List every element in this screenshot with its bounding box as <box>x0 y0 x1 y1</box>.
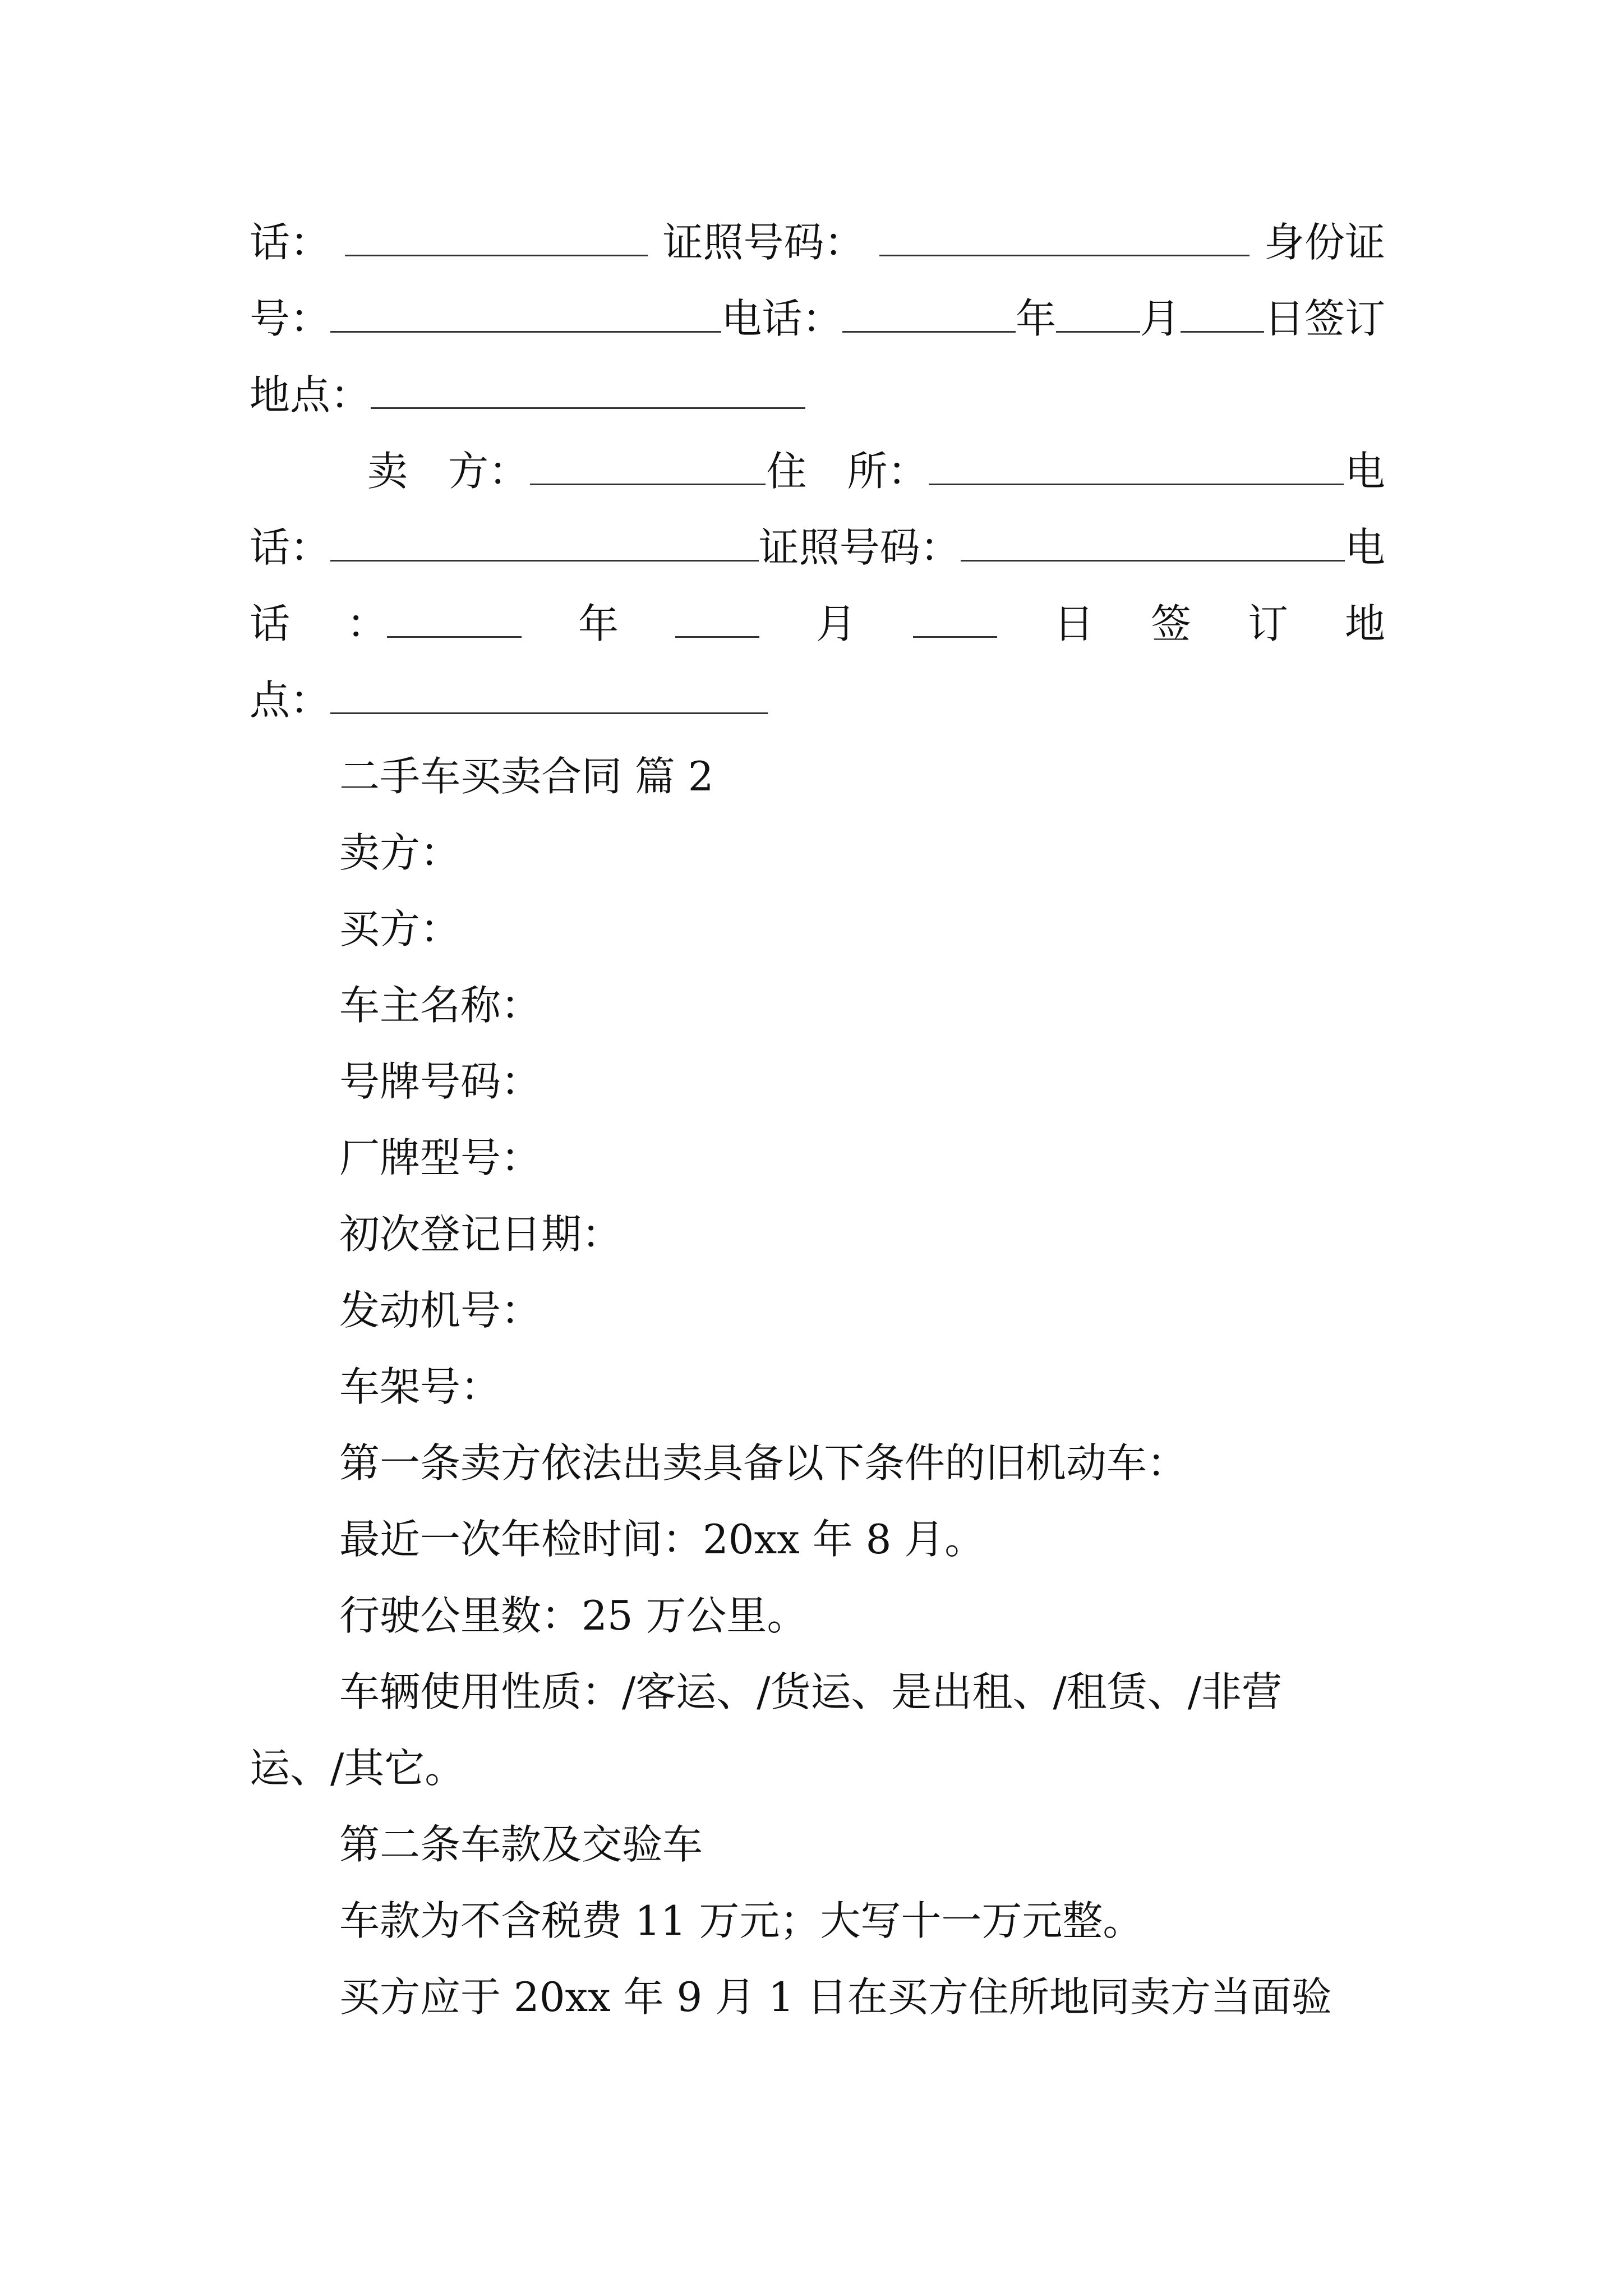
year-label: 年 <box>578 600 619 647</box>
party-block-1-line-1 <box>250 211 1385 273</box>
party-block-1-line-2 <box>250 288 1385 349</box>
day-label: 日 <box>1053 600 1094 647</box>
tel-label: 话： <box>250 219 331 266</box>
article-1-heading: 第一条卖方依法出卖具备以下条件的旧机动车： <box>339 1439 1188 1487</box>
tel-blank <box>345 219 648 256</box>
colon-with-blank <box>347 593 522 655</box>
cert-blank <box>961 524 1345 562</box>
seller-field: 卖方： <box>339 829 461 876</box>
cert-blank <box>879 219 1249 256</box>
month-label: 月 <box>815 600 856 647</box>
date-blank <box>387 600 522 638</box>
mileage-text: 行驶公里数：25 万公里。 <box>339 1592 808 1639</box>
place-label: 点： <box>250 677 331 724</box>
year-label: 年 <box>1016 295 1057 342</box>
seller-blank <box>530 448 766 485</box>
brand-model-field: 厂牌型号： <box>339 1134 542 1181</box>
last-inspection-text: 最近一次年检时间：20xx 年 8 月。 <box>339 1516 985 1563</box>
inspection-text-line-1: 买方应于 20xx 年 9 月 1 日在买方住所地同卖方当面验 <box>339 1973 1332 2021</box>
di-char: 地 <box>1344 600 1385 647</box>
sign-char: 签 <box>1150 600 1191 647</box>
usage-text-line-2: 运、/其它。 <box>250 1745 465 1792</box>
tel-char: 电 <box>1344 448 1385 495</box>
month-blank <box>675 600 759 638</box>
address-label: 住 所： <box>766 448 928 495</box>
section-title: 二手车买卖合同 篇 2 <box>339 753 714 800</box>
place-label: 地点： <box>250 371 371 418</box>
tel-blank <box>842 295 1016 333</box>
month-blank <box>1056 295 1140 333</box>
seller-block-line-4 <box>250 669 1385 731</box>
day-blank <box>913 600 997 638</box>
tel-blank <box>330 524 759 562</box>
seller-block-line-1 <box>367 440 1385 502</box>
tel-label: 话： <box>250 524 331 571</box>
colon: ： <box>347 600 388 647</box>
day-blank <box>1181 295 1264 333</box>
frame-number-field: 车架号： <box>339 1363 501 1410</box>
seller-block-line-3 <box>250 593 1385 655</box>
num-label: 号： <box>250 295 331 342</box>
engine-number-field: 发动机号： <box>339 1287 542 1334</box>
first-registration-field: 初次登记日期： <box>339 1211 623 1258</box>
cert-label: 证照号码： <box>758 524 961 571</box>
ding-char: 订 <box>1247 600 1288 647</box>
plate-number-field: 号牌号码： <box>339 1058 542 1105</box>
place-blank <box>330 677 768 714</box>
id-label: 身份证 <box>1264 219 1385 266</box>
usage-text-line-1: 车辆使用性质：/客运、/货运、是出租、/租赁、/非营 <box>339 1668 1283 1715</box>
address-blank <box>929 448 1344 485</box>
cert-label: 证照号码： <box>662 219 865 266</box>
tel-label: 话 <box>250 600 291 647</box>
seller-block-line-2 <box>250 517 1385 578</box>
article-2-heading: 第二条车款及交验车 <box>339 1821 703 1868</box>
tel-char: 电 <box>1344 524 1385 571</box>
month-label: 月 <box>1140 295 1181 342</box>
party-block-1-line-3 <box>250 364 1385 426</box>
day-sign-label: 日签订 <box>1264 295 1385 342</box>
place-blank <box>371 371 805 409</box>
owner-name-field: 车主名称： <box>339 982 542 1029</box>
price-text: 车款为不含税费 11 万元；大写十一万元整。 <box>339 1897 1144 1944</box>
tel-label: 电话： <box>721 295 843 342</box>
id-blank <box>330 295 721 333</box>
seller-label: 卖 方： <box>367 448 529 495</box>
buyer-field: 买方： <box>339 905 461 953</box>
